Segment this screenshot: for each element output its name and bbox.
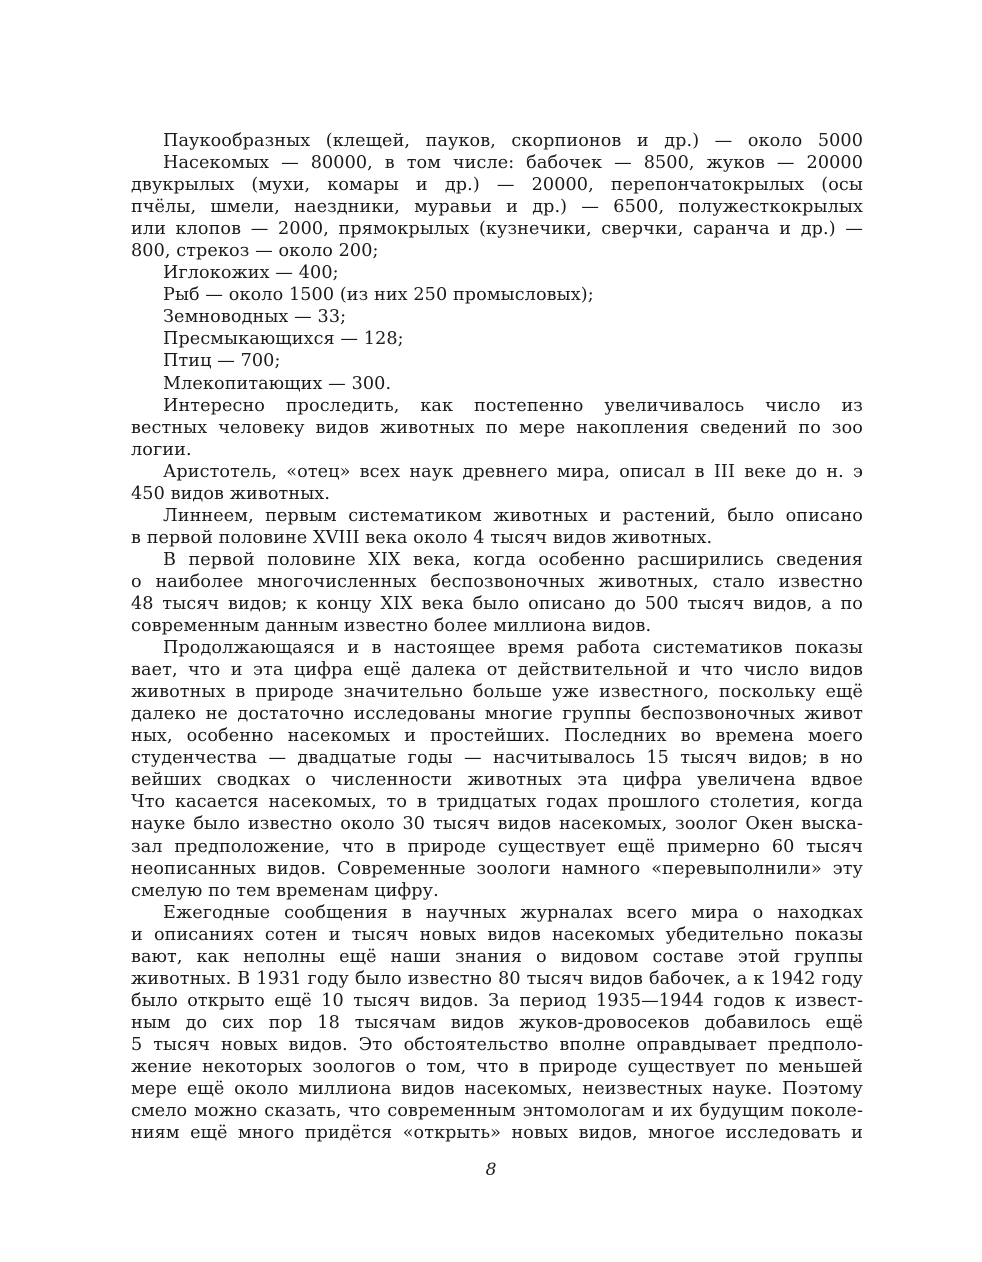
text-line: логии.	[131, 439, 192, 460]
text-line: Пресмыкающихся — 128;	[163, 329, 404, 350]
text-line: Иглокожих — 400;	[163, 263, 339, 284]
text-line: науке было известно около 30 тысяч видов насекомых, зоолог Окен выска-	[131, 814, 863, 835]
text-line: 5 тысяч новых видов. Это обстоятельство вполне оправдывает предполо-	[131, 1034, 863, 1055]
text-line: жение некоторых зоологов о том, что в природе существует по меньшей	[131, 1056, 863, 1077]
text-line: неописанных видов. Современные зоологи намного «перевыполнили» эту	[131, 858, 863, 879]
text-line: Продолжающаяся и в настоящее время работа систематиков показы	[163, 638, 863, 659]
text-line: Млекопитающих — 300.	[163, 373, 392, 394]
text-line: Земноводных — 33;	[163, 307, 347, 328]
text-line: ниям ещё много придётся «открыть» новых видов, многое исследовать и	[131, 1123, 863, 1144]
text-line: ным до сих пор 18 тысячам видов жуков-дровосеков добавилось ещё	[131, 1012, 863, 1033]
text-line: или клопов — 2000, прямокрылых (кузнечики, сверчки, саранча и др.) —	[131, 219, 863, 240]
text-line: 48 тысяч видов; к концу XIX века было описано до 500 тысяч видов, а по	[131, 593, 863, 614]
text-line: далеко не достаточно исследованы многие группы беспозвоночных живот	[131, 704, 863, 725]
text-line: Ежегодные сообщения в научных журналах всего мира о находках	[163, 902, 863, 923]
text-line: Птиц — 700;	[163, 351, 281, 372]
text-line: Рыб — около 1500 (из них 250 промысловых);	[163, 285, 594, 306]
text-line: зал предположение, что в природе существует ещё примерно 60 тысяч	[131, 836, 863, 857]
text-line: о наиболее многочисленных беспозвоночных животных, стало известно	[131, 571, 863, 592]
text-line: животных в природе значительно больше уже известного, поскольку ещё	[131, 682, 863, 703]
text-line: вает, что и эта цифра ещё далека от действительной и что число видов	[131, 660, 863, 681]
text-line: Насекомых — 80000, в том числе: бабочек — 8500, жуков — 20000	[163, 153, 863, 174]
text-line: 800, стрекоз — около 200;	[131, 241, 379, 262]
text-line: смелую по тем временам цифру.	[131, 880, 439, 901]
text-line: было открыто ещё 10 тысяч видов. За период 1935—1944 годов к извест-	[131, 990, 863, 1011]
text-line: Паукообразных (клещей, пауков, скорпионов и др.) — около 5000	[163, 131, 863, 151]
text-line: мере ещё около миллиона видов насекомых, неизвестных науке. Поэтому	[131, 1079, 863, 1100]
text-line: животных. В 1931 году было известно 80 тысяч видов бабочек, а к 1942 году	[131, 968, 863, 989]
text-line: вают, как неполны ещё наши знания о видовом составе этой группы	[131, 946, 863, 967]
text-line: смело можно сказать, что современным энтомологам и их будущим поколе-	[131, 1101, 863, 1122]
text-line: Что касается насекомых, то в тридцатых годах прошлого столетия, когда	[131, 792, 863, 813]
text-line: пчёлы, шмели, наездники, муравьи и др.) — 6500, полужесткокрылых	[131, 197, 863, 218]
text-line: вестных человеку видов животных по мере накопления сведений по зоо	[131, 417, 863, 438]
text-line: ных, особенно насекомых и простейших. Последних во времена моего	[131, 726, 863, 747]
text-line: и описаниях сотен и тысяч новых видов насекомых убедительно показы	[131, 924, 863, 945]
text-line: студенчества — двадцатые годы — насчитывалось 15 тысяч видов; в но	[131, 748, 863, 769]
text-line: Аристотель, «отец» всех наук древнего мира, описал в III веке до н. э	[163, 461, 863, 482]
text-line: Линнеем, первым систематиком животных и растений, было описано	[163, 505, 863, 526]
text-line: вейших сводках о численности животных эта цифра увеличена вдвое	[131, 770, 863, 791]
page-number: 8	[485, 1160, 497, 1180]
text-line: в первой половине XVIII века около 4 тысяч видов животных.	[131, 527, 713, 548]
text-line: 450 видов животных.	[131, 483, 331, 504]
text-line: В первой половине XIX века, когда особенно расширились сведения	[163, 549, 863, 570]
page-text	[131, 130, 863, 1230]
text-line: современным данным известно более миллиона видов.	[131, 616, 652, 637]
text-line: Интересно проследить, как постепенно увеличивалось число из	[163, 395, 863, 416]
text-line: двукрылых (мухи, комары и др.) — 20000, перепончатокрылых (осы	[131, 175, 863, 196]
